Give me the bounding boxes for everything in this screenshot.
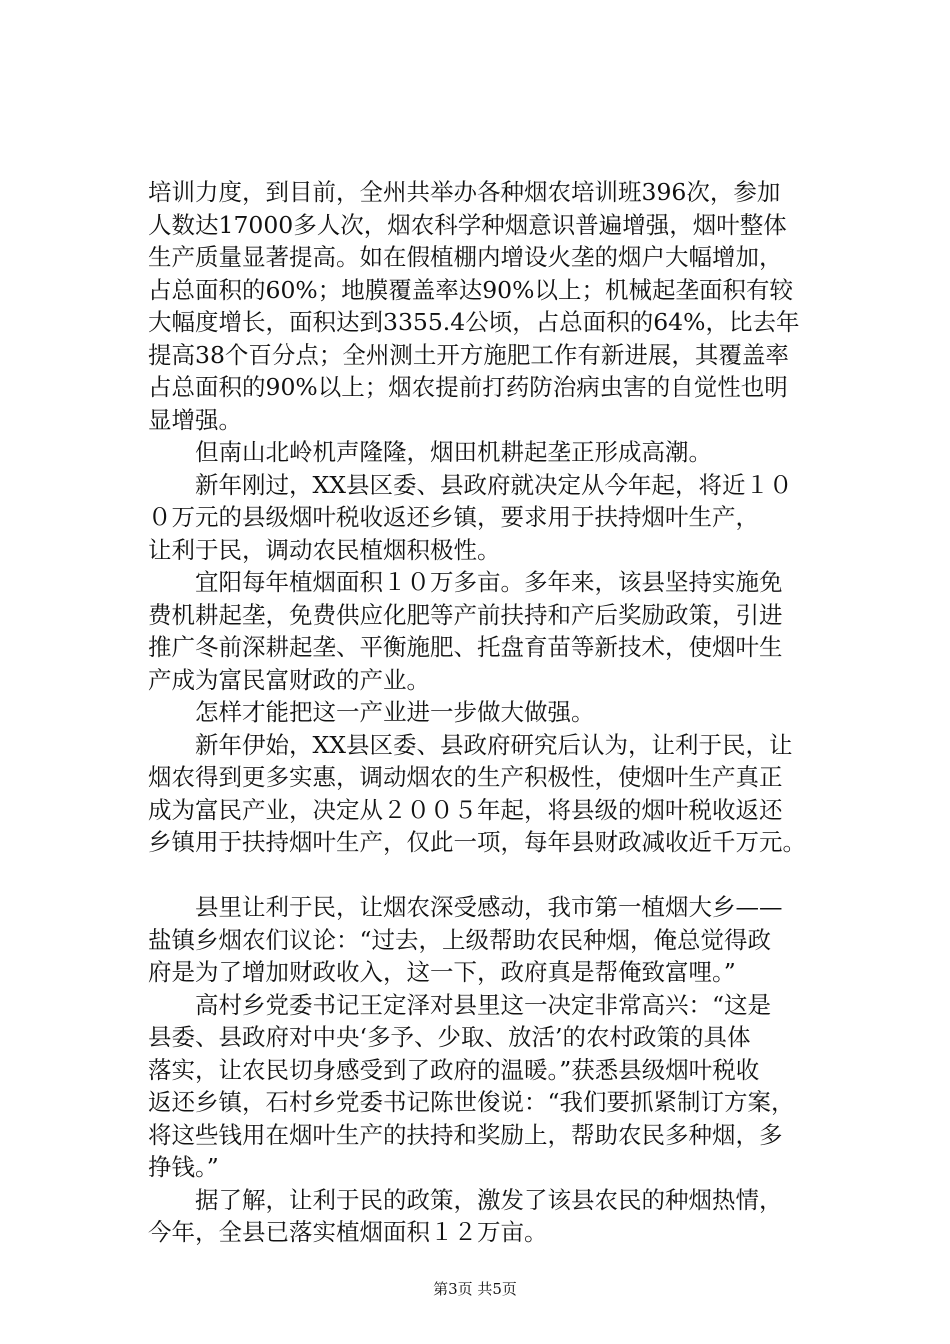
paragraph: 培训力度，到目前，全州共举办各种烟农培训班396次，参加 人数达17000多人次，烟农科学种烟意识普遍增强，烟叶整体 生产质量显著提高。如在假植棚内增设火垄的烟户大幅增加， 占总面积的60%；地膜覆盖率达90%以上；机械起垄面积有较 大幅度增长，面积达到3355.4公顷，占总面积的64%，比去年 提高38个百分点；全州测土开方施肥工作有新进展，其覆盖率 占总面积的90%以上；烟农提前打药防治病虫害的自觉性也明 显增强。 bbox=[148, 178, 800, 434]
paragraph: 宜阳每年植烟面积１０万多亩。多年来，该县坚持实施免 费机耕起垄，免费供应化肥等产前扶持和产后奖励政策，引进 推广冬前深耕起垄、平衡施肥、托盘育苗等新技术，使烟叶生 产成为富民富财政的产业。 bbox=[148, 568, 783, 694]
document-body bbox=[148, 176, 848, 1249]
paragraph: 高村乡党委书记王定泽对县里这一决定非常高兴：“这是 县委、县政府对中央‘多予、少取、放活’的农村政策的具体 落实，让农民切身感受到了政府的温暖。”获悉县级烟叶税收 返还乡镇，石村乡党委书记陈世俊说：“我们要抓紧制订方案， 将这些钱用在烟叶生产的扶持和奖励上，帮助农民多种烟，多 挣钱。” bbox=[148, 990, 795, 1181]
paragraph: 新年刚过，XX县区委、县政府就决定从今年起，将近１０ ０万元的县级烟叶税收返还乡镇，要求用于扶持烟叶生产， 让利于民，调动农民植烟积极性。 bbox=[148, 470, 793, 564]
paragraph-gap bbox=[148, 859, 848, 892]
paragraph: 据了解，让利于民的政策，激发了该县农民的种烟热情， 今年，全县已落实植烟面积１２万亩。 bbox=[148, 1185, 783, 1246]
paragraph: 但南山北岭机声隆隆，烟田机耕起垄正形成高潮。 bbox=[148, 438, 712, 466]
paragraph: 怎样才能把这一产业进一步做大做强。 bbox=[148, 698, 595, 726]
paragraph: 县里让利于民，让烟农深受感动，我市第一植烟大乡—— 盐镇乡烟农们议论：“过去，上级帮助农民种烟，俺总觉得政 府是为了增加财政收入，这一下，政府真是帮俺致富哩。” bbox=[148, 893, 783, 986]
page-footer: 第3页 共5页 bbox=[433, 1280, 517, 1298]
paragraph: 新年伊始，XX县区委、县政府研究后认为，让利于民，让 烟农得到更多实惠，调动烟农的生产积极性，使烟叶生产真正 成为富民产业，决定从２００５年起，将县级的烟叶税收返还 乡镇用于扶持烟叶生产，仅此一项，每年县财政减收近千万元。 bbox=[148, 730, 806, 856]
